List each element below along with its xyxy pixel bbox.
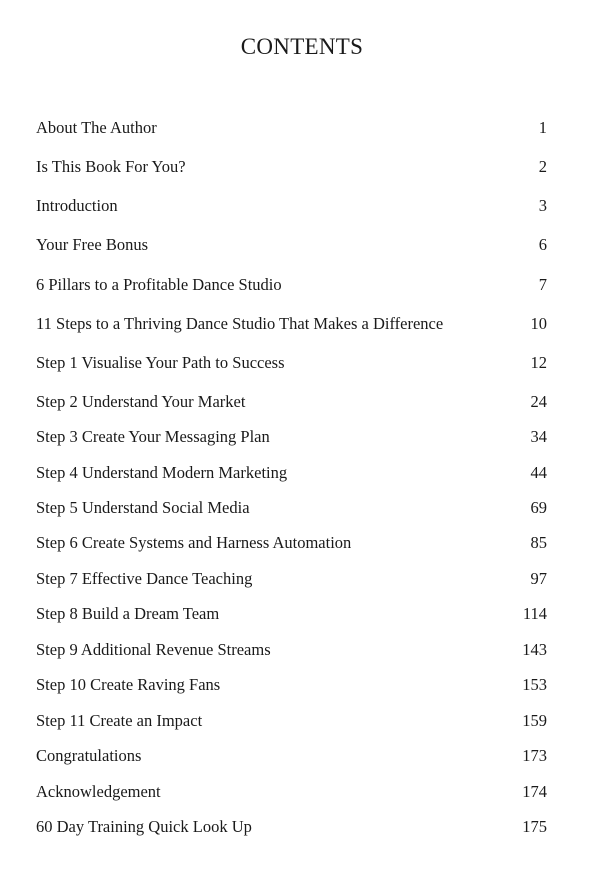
- toc-entry-page: 97: [530, 569, 547, 588]
- toc-entry-title: Your Free Bonus: [36, 235, 149, 254]
- toc-entry[interactable]: [36, 497, 547, 519]
- toc-entry-page: 34: [530, 427, 547, 446]
- toc-entry[interactable]: [36, 274, 547, 296]
- toc-entry-title: Step 6 Create Systems and Harness Automation: [36, 533, 352, 552]
- toc-entry-title: Step 1 Visualise Your Path to Success: [36, 353, 285, 372]
- toc-entry-page: 69: [530, 498, 547, 517]
- toc-entry[interactable]: [36, 532, 547, 554]
- toc-entry[interactable]: [36, 568, 547, 590]
- toc-entry[interactable]: [36, 426, 547, 448]
- toc-entry-title: Step 7 Effective Dance Teaching: [36, 569, 253, 588]
- toc-entry[interactable]: [36, 816, 547, 838]
- toc-entry-page: 6: [538, 235, 547, 254]
- toc-entry-title: Congratulations: [36, 746, 142, 765]
- toc-entry-page: 1: [538, 118, 547, 137]
- toc-entry[interactable]: [36, 781, 547, 803]
- toc-entry[interactable]: [36, 603, 547, 625]
- toc-entry-page: 3: [538, 196, 547, 215]
- toc-entry-page: 159: [522, 711, 547, 730]
- toc-entry[interactable]: [36, 745, 547, 767]
- toc-entry-title: 11 Steps to a Thriving Dance Studio That Makes a Difference: [36, 314, 444, 333]
- page-title: CONTENTS: [240, 34, 364, 59]
- toc-entry[interactable]: [36, 352, 547, 374]
- toc-entry[interactable]: [36, 234, 547, 256]
- toc-entry[interactable]: [36, 156, 547, 178]
- toc-entry-title: Step 5 Understand Social Media: [36, 498, 250, 517]
- toc-entry[interactable]: [36, 313, 547, 335]
- toc-entry-title: Step 9 Additional Revenue Streams: [36, 640, 271, 659]
- toc-entry-title: About The Author: [36, 118, 157, 137]
- toc-entry-page: 12: [530, 353, 547, 372]
- toc-entry-page: 174: [522, 782, 547, 801]
- toc-entry-page: 153: [522, 675, 547, 694]
- toc-entry-title: Acknowledgement: [36, 782, 161, 801]
- toc-entry-page: 85: [530, 533, 547, 552]
- toc-entry-title: Step 8 Build a Dream Team: [36, 604, 220, 623]
- toc-entry[interactable]: [36, 639, 547, 661]
- toc-entry-title: Step 10 Create Raving Fans: [36, 675, 221, 694]
- toc-entry-title: Introduction: [36, 196, 118, 215]
- toc-entry-page: 10: [530, 314, 547, 333]
- toc-entry[interactable]: [36, 710, 547, 732]
- toc-entry[interactable]: [36, 462, 547, 484]
- toc-entry-title: Step 11 Create an Impact: [36, 711, 203, 730]
- toc-entry-page: 173: [522, 746, 547, 765]
- toc-entry[interactable]: [36, 117, 547, 139]
- toc-entry-title: Step 2 Understand Your Market: [36, 392, 246, 411]
- toc-entry-title: Is This Book For You?: [36, 157, 186, 176]
- toc-entry-title: Step 4 Understand Modern Marketing: [36, 463, 288, 482]
- toc-entry-page: 24: [530, 392, 547, 411]
- toc-entry-title: 60 Day Training Quick Look Up: [36, 817, 252, 836]
- toc-entry[interactable]: [36, 674, 547, 696]
- toc-entry-page: 175: [522, 817, 547, 836]
- toc-entry-page: 114: [522, 604, 547, 623]
- toc-entry-title: 6 Pillars to a Profitable Dance Studio: [36, 275, 282, 294]
- toc-entry-page: 2: [538, 157, 547, 176]
- toc-entry-page: 7: [538, 275, 547, 294]
- toc-entry-title: Step 3 Create Your Messaging Plan: [36, 427, 270, 446]
- toc-entry-page: 143: [522, 640, 547, 659]
- toc-entry[interactable]: [36, 391, 547, 413]
- toc-entry[interactable]: [36, 195, 547, 217]
- toc-entry-page: 44: [530, 463, 547, 482]
